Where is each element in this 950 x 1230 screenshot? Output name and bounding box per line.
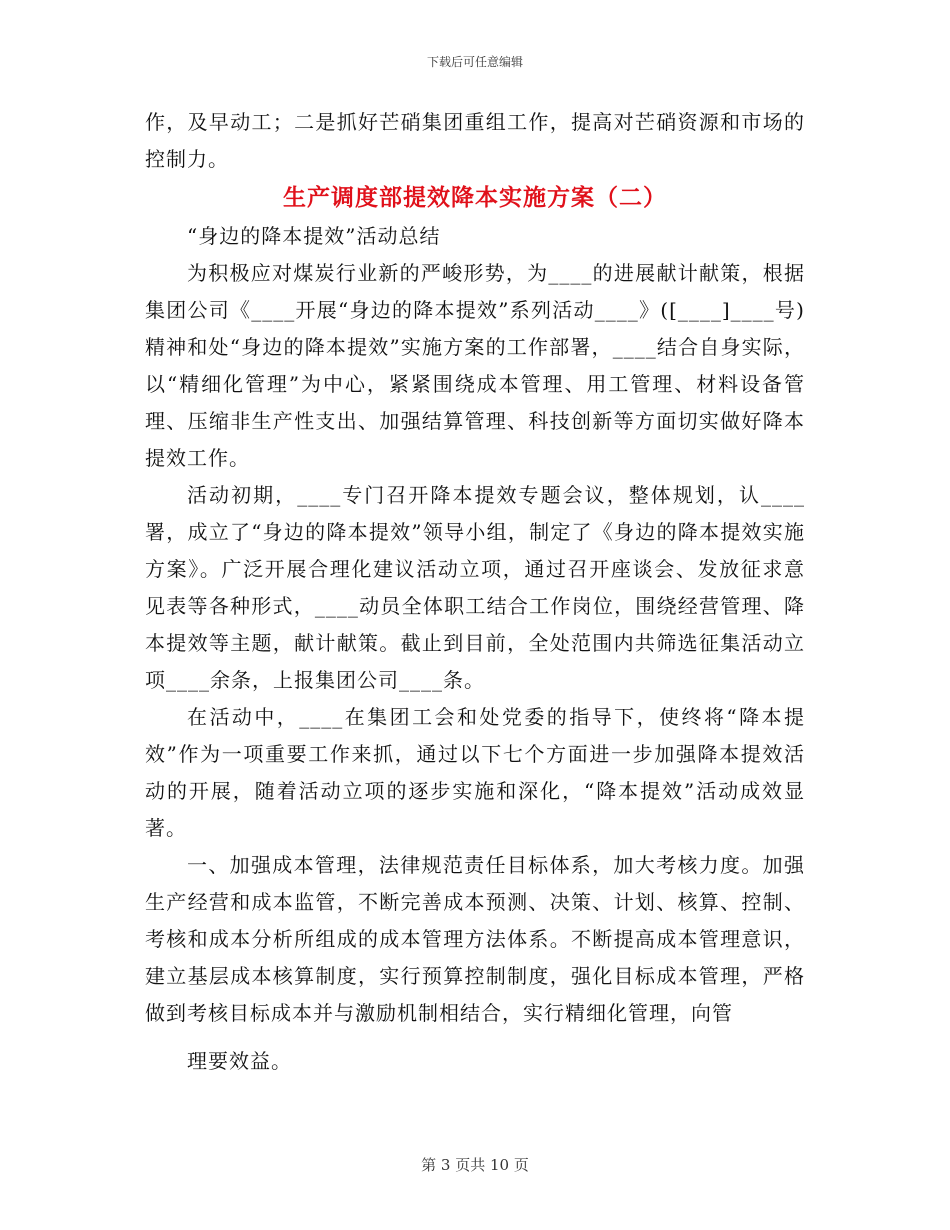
- paragraph-section-one: 一、加强成本管理，法律规范责任目标体系，加大考核力度。加强生产经营和成本监管，不断完善成本预测、决策、计划、核算、控制、考核和成本分析所组成的成本管理方法体系。不断提高成本管理意识，建立基层成本核算制度，实行预算控制制度，强化目标成本管理，严格做到考核目标成本并与激励机制相结合，实行精细化管理，向管: [145, 853, 805, 1025]
- page-footer: 第 3 页共 10 页: [421, 1156, 529, 1174]
- paragraph-intro: 为积极应对煤炭行业新的严峻形势，为____的进展献计献策，根据集团公司《____开展“身边的降本提效”系列活动____》([____]____号)精神和处“身边的降本提效”实施方案的工作部署，____结合自身实际，以“精细化管理”为中心，紧紧围绕成本管理、用工管理、材料设备管理、压缩非生产性支出、加强结算管理、科技创新等方面切实做好降本提效工作。: [145, 261, 805, 470]
- paragraph-closing: 理要效益。: [187, 1049, 292, 1073]
- paragraph-in-activity: 在活动中，____在集团工会和处党委的指导下，使终将“降本提效”作为一项重要工作来抓，通过以下七个方面进一步加强降本提效活动的开展，随着活动立项的逐步实施和深化，“降本提效”活动成效显著。: [145, 705, 805, 840]
- paragraph-early-stage: 活动初期，____专门召开降本提效专题会议，整体规划，认____署，成立了“身边的降本提效”领导小组，制定了《身边的降本提效实施方案》。广泛开展合理化建议活动立项，通过召开座谈会、发放征求意见表等各种形式，____动员全体职工结合工作岗位，围绕经营管理、降本提效等主题，献计献策。截止到目前，全处范围内共筛选征集活动立项____余条，上报集团公司____条。: [145, 483, 805, 692]
- subtitle: “身边的降本提效”活动总结: [187, 224, 441, 248]
- page-header: 下载后可任意编辑: [426, 55, 523, 69]
- continuation-paragraph: 作，及早动工；二是抓好芒硝集团重组工作，提高对芒硝资源和市场的控制力。: [145, 110, 805, 171]
- document-title: 生产调度部提效降本实施方案（二）: [283, 185, 667, 211]
- document-body: [145, 104, 805, 1080]
